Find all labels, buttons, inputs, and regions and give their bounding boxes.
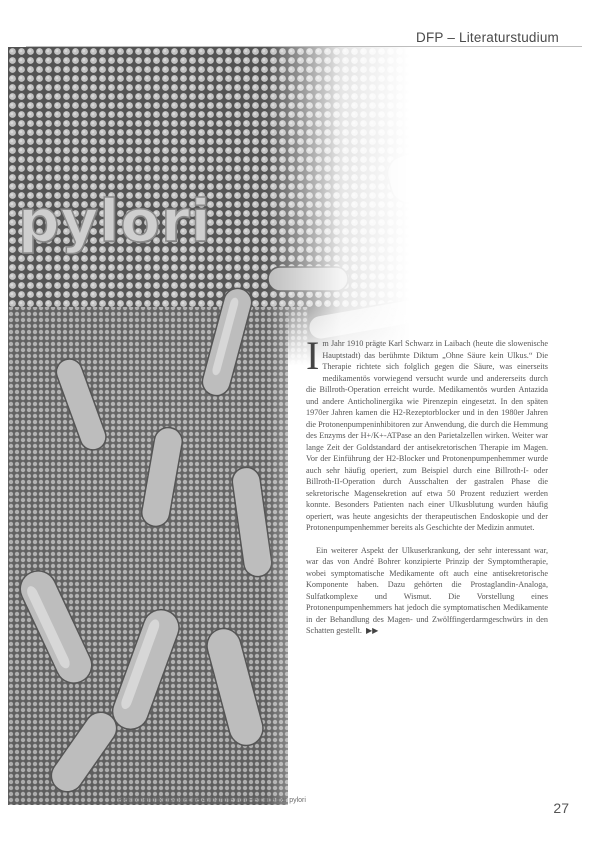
paragraph-1 xyxy=(306,333,548,534)
photo-title-word: pylori xyxy=(18,187,212,255)
photo-caption: Elektronenmikroskopische Aufnahme von Helicobacter pylori xyxy=(118,797,306,804)
article-text xyxy=(306,333,548,637)
dropcap: I xyxy=(306,333,320,378)
header-title: DFP – Literaturstudium xyxy=(416,30,559,45)
continue-arrow-icon: ▶▶ xyxy=(365,626,379,635)
page-number: 27 xyxy=(553,800,569,816)
paragraph-2 xyxy=(306,545,548,637)
paragraph-1-text: m Jahr 1910 prägte Karl Schwarz in Laibach (heute die slowenische Hauptstadt) das berühmte Diktum „Ohne Säure kein Ulkus.“ Die Therapie richtete sich folglich gegen die Säure, was einerseits medikamentös vorwiegend versucht wurde und andererseits durch die Billroth-Operation erreicht wurde. Medikamentös wurden Antazida und andere Anticholinergika wie Pirenzepin eingesetzt. In den späten 1970er Jahren kamen die H2-Rezeptorblocker und in den 1980er Jahren die Protonenpumpeninhibitoren zur Anwendung, die durch die Hemmung des Enzyms der H+/K+-ATPase an den Parietalzellen wirken. Weiter war lange Zeit der Goldstandard der antisekretorischen Therapie im Magen. Vor der Einführung der H2-Blocker und Protonenpumpenhemmer wurde auch sehr häufig operiert, zum Beispiel durch eine Billroth-I- oder Billroth-II-Operation durch Ausschalten der gastralen Phase die sekretorische Magensekretion auf etwa 50 Prozent reduziert werden konnte. Besonders Patienten nach einer Ulkusblutung wurden häufig operiert, was heute angesichts der therapeutischen Endoskopie und der Protonenpumpenhemmer bereits als Geschichte der Medizin anmutet. xyxy=(306,339,548,532)
paragraph-2-text: Ein weiterer Aspekt der Ulkuserkrankung, der sehr interessant war, war das von André Bohrer konzipierte Prinzip der Symptomtherapie, wobei symptomatische Medikamente oft auch eine antisekretorische Komponente haben. Dazu gehörten die Prostaglandin-Analoga, Sulfatkomplexe und Wismut. Die Vorstellung eines Protonenpumpenhemmers hat jedoch die symptomatischen Medikamente in der Behandlung des Magen- und Zwölffingerdarmgeschwürs in den Schatten gestellt. xyxy=(306,545,548,635)
